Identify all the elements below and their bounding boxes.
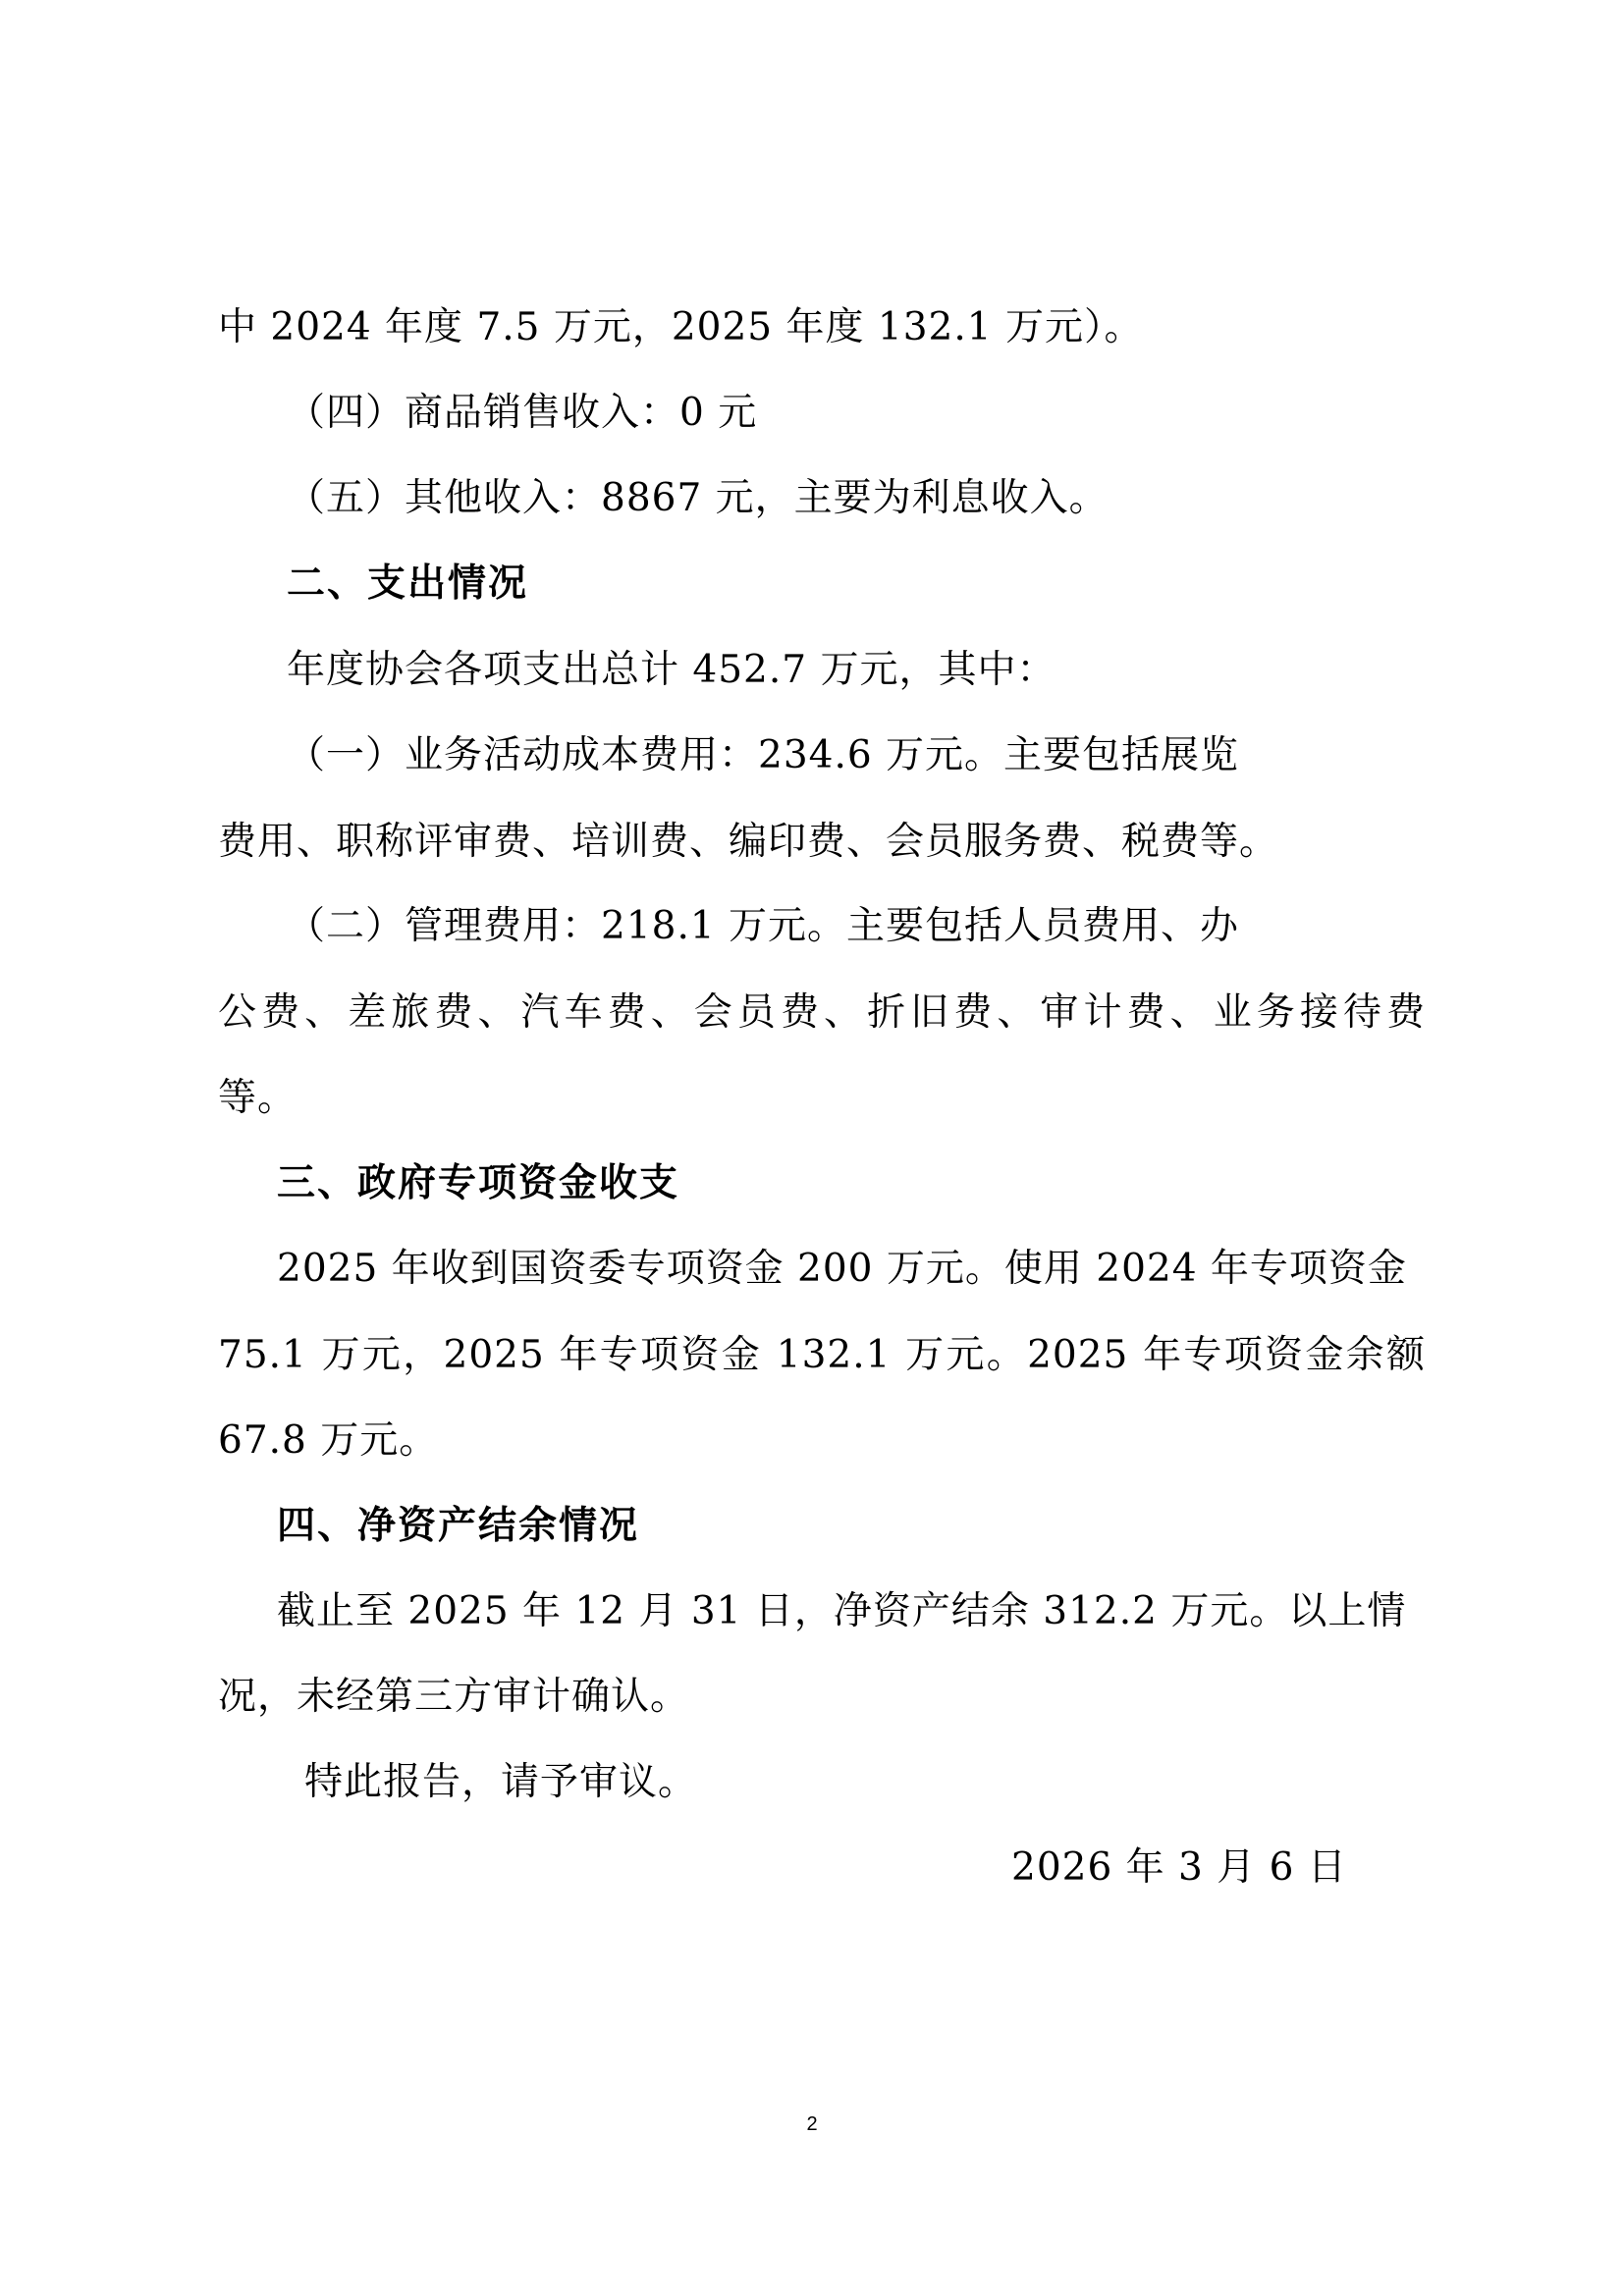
paragraph-line: 67.8 万元。 — [218, 1418, 439, 1463]
expense-item-two: （二）管理费用：218.1 万元。主要包括人员费用、办 — [287, 904, 1240, 948]
paragraph-line: 2025 年收到国资委专项资金 200 万元。使用 2024 年专项资金 — [277, 1247, 1407, 1291]
paragraph-line: 公费、差旅费、汽车费、会员费、折旧费、审计费、业务接待费 — [218, 990, 1426, 1035]
paragraph-line: 等。 — [218, 1076, 298, 1120]
paragraph-line: 费用、职称评审费、培训费、编印费、会员服务费、税费等。 — [218, 820, 1279, 864]
closing-line: 特此报告，请予审议。 — [304, 1760, 698, 1804]
report-date: 2026 年 3 月 6 日 — [1011, 1845, 1347, 1890]
section-heading-net-assets: 四、净资产结余情况 — [277, 1504, 640, 1548]
paragraph-line: 截止至 2025 年 12 月 31 日，净资产结余 312.2 万元。以上情 — [277, 1589, 1407, 1633]
paragraph-line: 年度协会各项支出总计 452.7 万元，其中： — [287, 648, 1056, 692]
paragraph-line: 况，未经第三方审计确认。 — [218, 1675, 690, 1719]
income-item-four: （四）商品销售收入：0 元 — [287, 391, 758, 435]
section-heading-expenditure: 二、支出情况 — [287, 561, 529, 606]
expense-item-one: （一）业务活动成本费用：234.6 万元。主要包括展览 — [287, 733, 1240, 777]
paragraph-line: 75.1 万元，2025 年专项资金 132.1 万元。2025 年专项资金余额 — [218, 1333, 1426, 1377]
section-heading-special-funds: 三、政府专项资金收支 — [277, 1161, 680, 1205]
income-item-five: （五）其他收入：8867 元，主要为利息收入。 — [287, 476, 1109, 520]
paragraph-line: 中 2024 年度 7.5 万元，2025 年度 132.1 万元）。 — [218, 305, 1144, 349]
page-number: 2 — [806, 2113, 818, 2135]
